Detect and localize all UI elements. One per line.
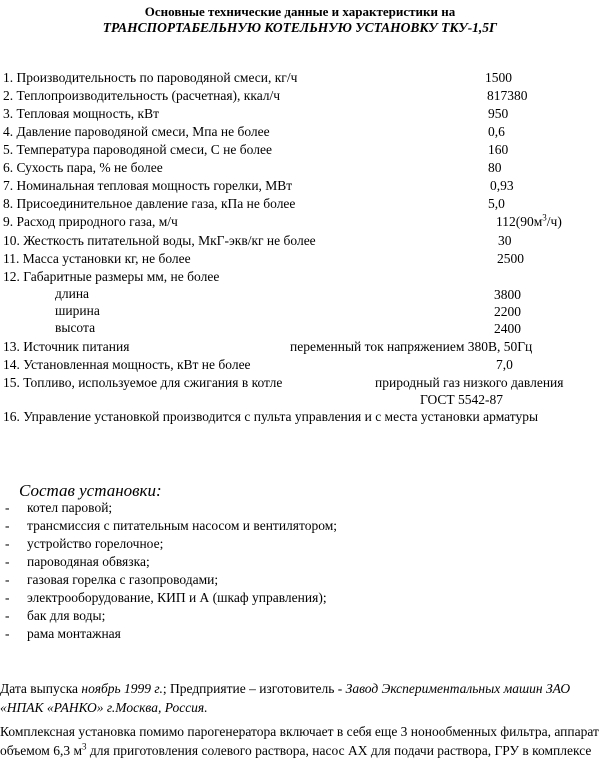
composition-item: котел паровой; — [27, 500, 113, 515]
spec-value: 7,0 — [496, 357, 513, 372]
release-date: ноябрь 1999 г. — [81, 681, 163, 696]
spec-value: 0,93 — [490, 178, 514, 193]
composition-item: устройство горелочное; — [27, 536, 164, 551]
bullet-dash: - — [5, 626, 10, 641]
dimension-value: 2200 — [494, 304, 521, 319]
spec-value: 2500 — [497, 251, 524, 266]
spec-label: 7. Номинальная тепловая мощность горелки, МВт — [3, 178, 293, 193]
release-label: Дата выпуска — [0, 681, 82, 696]
dimension-value: 3800 — [494, 287, 521, 302]
composition-item: рама монтажная — [27, 626, 121, 641]
release-mid: ; Предприятие – изготовитель - — [162, 681, 346, 696]
bullet-dash: - — [5, 572, 10, 587]
bullet-dash: - — [5, 536, 10, 551]
spec-label: 15. Топливо, используемое для сжигания в котле — [3, 375, 283, 390]
composition-item: пароводяная обвязка; — [27, 554, 150, 569]
spec-label: 2. Теплопроизводительность (расчетная), ккал/ч — [3, 88, 281, 103]
dimension-value: 2400 — [494, 321, 521, 336]
composition-item: электрооборудование, КИП и А (шкаф управления); — [27, 590, 327, 605]
spec-value: 5,0 — [488, 196, 505, 211]
composition-item: бак для воды; — [27, 608, 106, 623]
spec-label: 12. Габаритные размеры мм, не более — [3, 269, 220, 284]
spec-value: ГОСТ 5542-87 — [420, 392, 504, 407]
spec-value: 80 — [488, 160, 502, 175]
doc-title-line1: Основные технические данные и характеристики на — [144, 4, 456, 19]
spec-value — [496, 213, 562, 230]
bullet-dash: - — [5, 500, 10, 515]
spec-value: природный газ низкого давления — [375, 375, 564, 390]
spec-value: переменный ток напряжением 380В, 50Гц — [290, 339, 533, 354]
gas-flow-unit: /ч) — [546, 214, 562, 229]
complex-sup: 3 — [82, 741, 87, 752]
spec-value: 1500 — [485, 70, 512, 85]
spec-label: 6. Сухость пара, % не более — [3, 160, 163, 175]
composition-item: газовая горелка с газопроводами; — [27, 572, 219, 587]
spec-label: 13. Источник питания — [3, 339, 130, 354]
release-info — [0, 679, 600, 717]
spec-label: 9. Расход природного газа, м/ч — [3, 214, 178, 229]
gas-flow-value: 112(90м — [496, 214, 543, 229]
complex-text-part1: Комплексная установка помимо парогенератора включает в себя еще 3 нонообменных фильтра, аппарат объемом 6,3 м — [0, 724, 599, 758]
spec-label: 10. Жесткость питательной воды, МкГ-экв/кг не более — [3, 233, 316, 248]
bullet-dash: - — [5, 608, 10, 623]
spec-label: 3. Тепловая мощность, кВт — [3, 106, 159, 121]
spec-value: 950 — [488, 106, 509, 121]
bullet-dash: - — [5, 554, 10, 569]
spec-label: 14. Установленная мощность, кВт не более — [3, 357, 251, 372]
composition-title: Состав установки: — [19, 481, 162, 500]
spec-label: 5. Температура пароводяной смеси, С не более — [3, 142, 272, 157]
complex-description — [0, 722, 600, 760]
dimension-label: длина — [55, 286, 90, 301]
dimension-label: высота — [55, 320, 96, 335]
spec-value: 160 — [488, 142, 509, 157]
spec-label: 11. Масса установки кг, не более — [3, 251, 191, 266]
bullet-dash: - — [5, 590, 10, 605]
dimension-label: ширина — [55, 303, 100, 318]
gas-flow-sup: 3 — [542, 212, 547, 223]
spec-value: 30 — [498, 233, 512, 248]
spec-label: 8. Присоединительное давление газа, кПа не более — [3, 196, 296, 211]
manufacturer: Завод Экспериментальных машин ЗАО «НПАК «РАНКО» г.Москва, Россия. — [0, 681, 571, 715]
doc-title-line2: ТРАНСПОРТАБЕЛЬНУЮ КОТЕЛЬНУЮ УСТАНОВКУ ТКУ-1,5Г — [102, 20, 498, 35]
spec-value: 817380 — [487, 88, 528, 103]
spec-value: 0,6 — [488, 124, 505, 139]
spec-label: 4. Давление пароводяной смеси, Мпа не более — [3, 124, 270, 139]
spec-label: 1. Производительность по пароводяной смеси, кг/ч — [3, 70, 298, 85]
composition-item: трансмиссия с питательным насосом и вентилятором; — [27, 518, 337, 533]
complex-text-part2: для приготовления солевого раствора, насос АХ для подачи раствора, ГРУ в комплексе — [86, 743, 592, 758]
spec-label: 16. Управление установкой производится с пульта управления и с места установки арматуры — [3, 409, 539, 424]
bullet-dash: - — [5, 518, 10, 533]
